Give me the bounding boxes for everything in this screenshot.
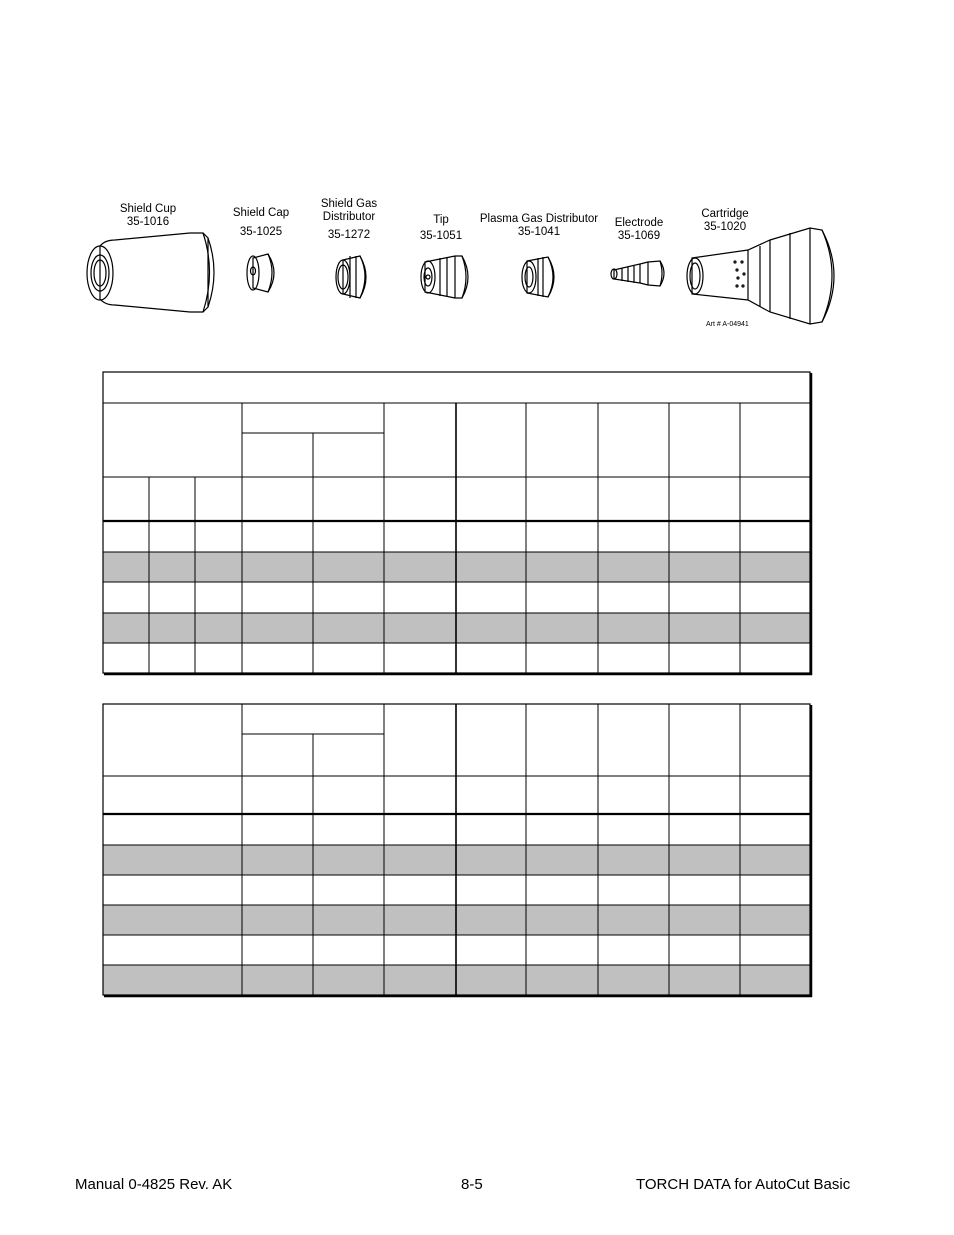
part-name: Electrode [614, 217, 664, 229]
footer-manual: Manual 0-4825 Rev. AK [75, 1176, 233, 1193]
part-number: 35-1025 [239, 226, 283, 238]
part-number: 35-1041 [517, 226, 561, 238]
footer-section-title: TORCH DATA for AutoCut Basic [636, 1176, 851, 1193]
art-number: Art # A-04941 [706, 321, 749, 328]
part-name: Shield Cap [232, 207, 290, 219]
part-number: 35-1069 [617, 230, 661, 242]
part-name: Plasma Gas Distributor [479, 213, 599, 225]
part-number: 35-1272 [327, 229, 371, 241]
upper-table [103, 372, 812, 675]
part-number: 35-1020 [703, 221, 747, 233]
part-name: Shield Cup [119, 203, 177, 215]
part-name: Tip [433, 214, 449, 226]
part-number: 35-1051 [419, 230, 463, 242]
footer-page-number: 8-5 [461, 1176, 483, 1193]
lower-table [103, 704, 812, 997]
part-name: Cartridge [701, 208, 749, 220]
part-number: 35-1016 [126, 216, 170, 228]
part-name: Shield Gas Distributor [320, 198, 378, 223]
